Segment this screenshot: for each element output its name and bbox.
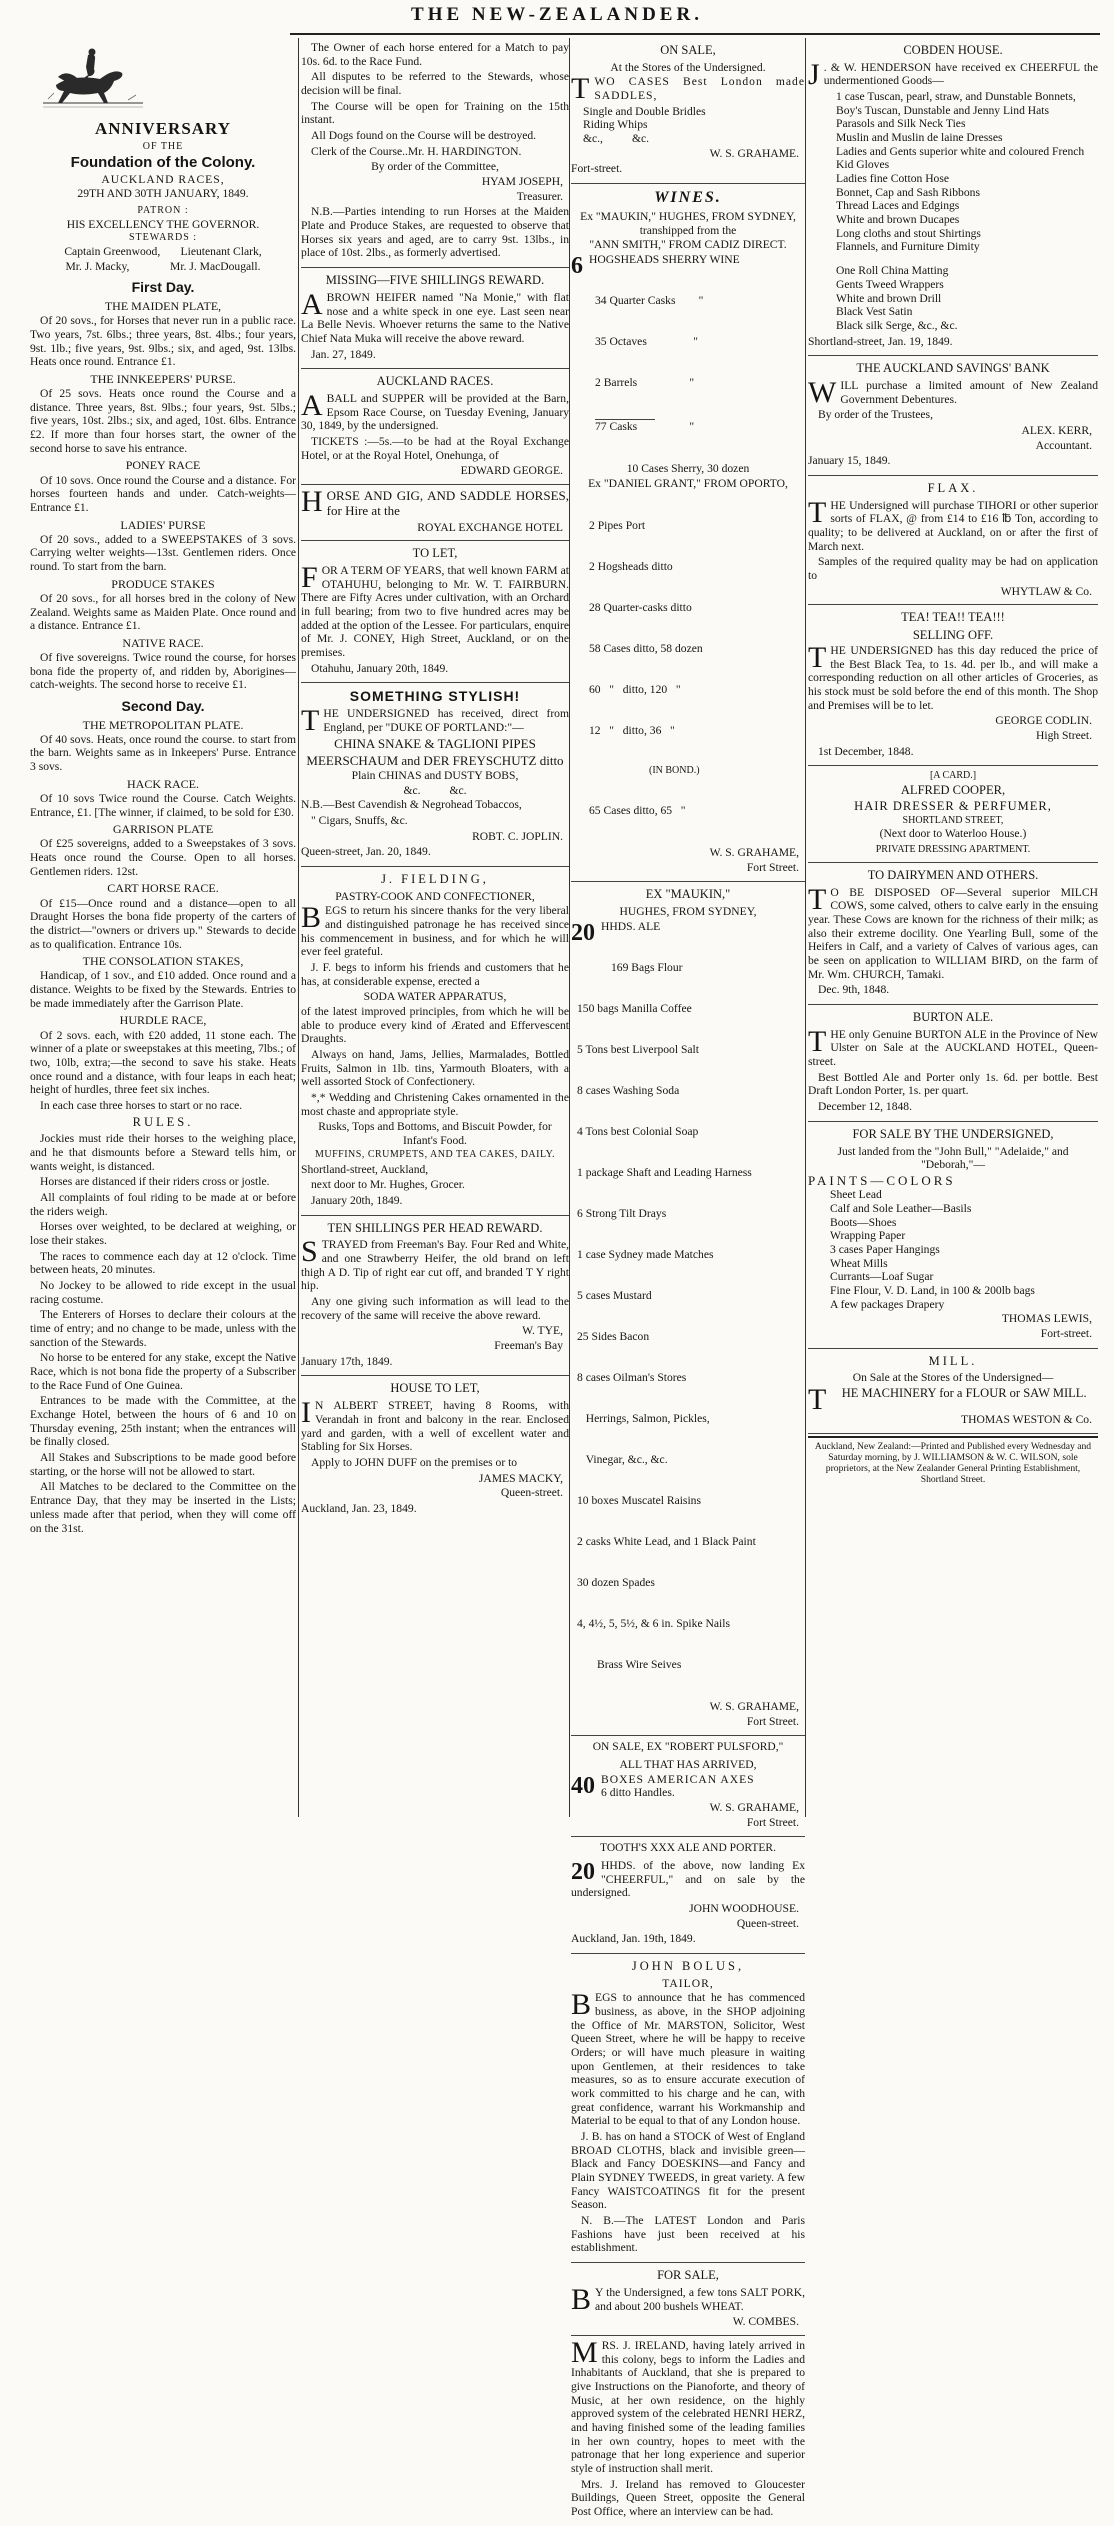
race-text: The Owner of each horse entered for a Match to pay 10s. 6d. to the Race Fund. — [301, 41, 569, 68]
column-1 — [30, 38, 296, 1821]
rule-item: The races to commence each day at 12 o'clock. Time between heats, 20 minutes. — [30, 1249, 296, 1277]
imprint — [808, 1436, 1098, 1490]
ad-subheading: At the Stores of the Undersigned. — [610, 60, 766, 74]
column-divider — [569, 38, 570, 1817]
race-text: Of five sovereigns. Twice round the course, for horses bona fide the property of, and ridden by, Aborigines—catch-weights. The second horse to receive £1. — [30, 651, 296, 692]
rule-item: Jockies must ride their horses to the weighing place, and he that dismounts before a Steward tells him, or wants weight, is distanced. — [30, 1132, 296, 1173]
rule-item: No horse to be entered for any stake, except the Native Race, which is not bona fide the property of a Subscriber to the Race Fund of One Guinea. — [30, 1351, 296, 1392]
ad-text: Best Bottled Ale and Porter only 1s. 6d. per bottle. Best Draft London Porter, 1s. per quart. — [808, 1070, 1098, 1098]
ad-subheading: Ex "MAUKIN," HUGHES, FROM SYDNEY, transhipped from the — [580, 210, 796, 237]
ad-heading: AUCKLAND RACES. — [376, 374, 494, 389]
race-text: All disputes to be referred to the Stewards, whose decision will be final. — [301, 70, 569, 98]
ad-item: MEERSCHAUM and DER FREYSCHUTZ ditto — [306, 752, 564, 768]
cobden-house-ad — [808, 38, 1098, 356]
ad-date: Otahuhu, January 20th, 1849. — [311, 661, 449, 675]
column-2 — [301, 38, 569, 1821]
race-title: THE MAIDEN PLATE, — [104, 299, 222, 313]
foundation-heading: Foundation of the Colony. — [70, 153, 256, 171]
column-divider — [805, 38, 806, 1817]
signature-address: Fort Street. — [746, 1714, 799, 1728]
rule-item: All Matches to be declared to the Committee on the Entrance Day, that they may be inserted in the Lists; unless made after that period, when they will come off on the 31st. — [30, 1480, 296, 1535]
ad-date: January 20th, 1849. — [311, 1193, 403, 1207]
stewards-label: STEWARDS : — [128, 232, 198, 244]
list-item: Ladies fine Cotton Hose — [836, 172, 950, 186]
ad-date: Auckland, Jan. 23, 1849. — [301, 1501, 417, 1515]
list-item: Black silk Serge, &c., &c. — [836, 318, 958, 332]
ad-text: WILL purchase a limited amount of New Zealand Government Debentures. — [808, 375, 1098, 409]
burton-ale-ad — [808, 1005, 1098, 1122]
list-item: 8 cases Oilman's Stores — [577, 1370, 687, 1384]
american-axes-ad — [571, 1736, 805, 1837]
list-item: Muslin and Muslin de laine Dresses — [836, 131, 1003, 145]
list-item: 2 Hogsheads ditto — [589, 559, 673, 573]
ad-heading: THE AUCKLAND SAVINGS' BANK — [856, 361, 1050, 376]
ad-item: Rusks, Tops and Bottoms, and Biscuit Powder, for Infant's Food. — [318, 1120, 552, 1148]
signature: HYAM JOSEPH, — [481, 175, 563, 189]
patron-name: HIS EXCELLENCY THE GOVERNOR. — [66, 217, 260, 231]
auckland-races-heading: AUCKLAND RACES, — [101, 172, 225, 186]
race-text: Of 10 sovs Twice round the Course. Catch Weights. Entrance, £1. [The winner, if claimed, to be sold for £30. — [30, 791, 296, 819]
list-item: 2 casks White Lead, and 1 Black Paint — [577, 1535, 756, 1549]
list-item: White and brown Drill — [836, 291, 942, 305]
saddles-ad — [571, 38, 805, 184]
list-item: Boots—Shoes — [830, 1215, 897, 1229]
ad-address: Shortland-street, Auckland, — [301, 1162, 429, 1176]
ad-date: Auckland, Jan. 19th, 1849. — [571, 1932, 696, 1946]
list-item: Fine Flour, V. D. Land, in 100 & 200lb bags — [830, 1283, 1035, 1297]
ad-date: Shortland-street, Jan. 19, 1849. — [808, 334, 953, 348]
ad-date: Dec. 9th, 1848. — [818, 983, 890, 997]
ad-heading: FOR SALE BY THE UNDERSIGNED, — [852, 1126, 1054, 1141]
list-item: 8 cases Washing Soda — [577, 1083, 680, 1097]
maukin-cargo-ad — [571, 882, 805, 1736]
ad-text: J. F. begs to inform his friends and customers that he has, at considerable expense, erected a — [301, 961, 569, 988]
list-item: (IN BOND.) — [649, 764, 700, 776]
list-item: Gents Tweed Wrappers — [836, 277, 944, 291]
tea-ad — [808, 605, 1098, 766]
first-day-heading: First Day. — [131, 279, 195, 296]
signature: EDWARD GEORGE. — [460, 464, 563, 478]
ad-heading: FOR SALE, — [657, 2268, 719, 2283]
flax-ad — [808, 476, 1098, 605]
race-text: Of 20 sovs., for all horses bred in the colony of New Zealand. Weights same as Maiden Plate. Once round and a distance. Entrance £1. — [30, 591, 296, 633]
ad-text: THE Undersigned will purchase TIHORI or other superior sorts of FLAX, @ from £14 to £16 ℔ Ton, according to quality; to be delivered at Auckland, on or after the first of March next. — [808, 495, 1098, 553]
signature-title: Treasurer. — [516, 189, 563, 203]
ad-text: THE only Genuine BURTON ALE in the Province of New Ulster on Sale at the AUCKLAND HOTEL, Queen-street. — [808, 1024, 1098, 1069]
ad-address: (Next door to Waterloo House.) — [879, 827, 1027, 841]
ad-subheading: On Sale at the Stores of the Undersigned— — [852, 1371, 1054, 1385]
ad-text: *,* Wedding and Christening Cakes ornamented in the most chaste and appropriate style. — [301, 1091, 569, 1118]
list-item: 1 case Sydney made Matches — [577, 1247, 714, 1261]
ad-heading: SOMETHING STYLISH! — [349, 688, 521, 705]
ad-date: Jan. 27, 1849. — [311, 347, 376, 361]
race-title: PONEY RACE — [125, 458, 201, 473]
signature: ROYAL EXCHANGE HOTEL — [417, 520, 563, 534]
list-item: 3 cases Paper Hangings — [830, 1242, 940, 1256]
list-item: A few packages Drapery — [830, 1297, 945, 1311]
ad-date: January 17th, 1849. — [301, 1354, 393, 1368]
ad-heading: ALFRED COOPER, — [900, 783, 1006, 798]
ad-date: Queen-street, Jan. 20, 1849. — [301, 845, 431, 859]
ad-heading: MILL. — [928, 1353, 978, 1368]
ad-heading: JOHN BOLUS, — [631, 1958, 745, 1973]
ad-text: STRAYED from Freeman's Bay. Four Red and White, and one Strawberry Heifer, the old brand on left thigh A D. Tip of right ear cut off, and branded T Y right hip. — [301, 1235, 569, 1293]
signature-title: Accountant. — [1035, 438, 1092, 452]
item-list — [571, 105, 805, 146]
ad-address: Fort-street. — [571, 162, 623, 176]
strayed-heifers-ad — [301, 1216, 569, 1377]
ad-date: December 12, 1848. — [818, 1100, 913, 1114]
list-item: Thread Laces and Edgings — [836, 199, 960, 213]
rule-item: Horses over weighted, to be declared at weighing, or lose their stakes. — [30, 1220, 296, 1248]
list-item: 28 Quarter-casks ditto — [589, 600, 692, 614]
signature-address: Freeman's Bay — [494, 1339, 563, 1353]
ad-heading: BURTON ALE. — [912, 1009, 994, 1024]
stewards-line: Mr. J. Macky, Mr. J. MacDougall. — [65, 259, 261, 273]
second-day-heading: Second Day. — [121, 698, 205, 715]
ad-subheading: SELLING OFF. — [912, 628, 994, 643]
item-list — [571, 491, 805, 845]
race-text: All Dogs found on the Course will be destroyed. — [311, 129, 537, 143]
races-continued — [301, 38, 569, 268]
ad-item: MUFFINS, CRUMPETS, AND TEA CAKES, DAILY. — [314, 1148, 556, 1160]
race-text: Of 10 sovs. Once round the Course and a distance. For horses fourteen hands and under. Catch-weights—Entrance £1. — [30, 473, 296, 514]
race-text: Of 40 sovs. Heats, once round the course. to start from the barn. Weights same as in Inkeepers' Purse. Entrance 3 sovs. — [30, 732, 296, 774]
list-item: Long cloths and stout Shirtings — [836, 226, 981, 240]
patron-label: PATRON : — [137, 204, 189, 216]
race-text: Of 20 sovs., for Horses that never run in a public race. Two years, 7st. 6lbs.; three years, 8st. 4lbs.; four years, 9st. 1lb.; five years, 9st. 9lbs.; six, and aged, 9st. 13lbs. Heats once round. Entrance £1. — [30, 314, 296, 369]
item-list — [571, 933, 805, 1699]
signature-address: Queen-street. — [736, 1916, 799, 1930]
ad-text: T O BE DISPOSED OF—Several superior MILCH COWS, some calved, others to calve early in the ensuing year. These Cows are known for the richness of their milk; as also their extreme docility. One Yearling Bull, some of the Heifers in Calf, and a variety of Calves of various ages, can be seen on application to WILLIAM BIRD, on the farm of Mr. Wm. CHURCH, Tamaki. — [808, 882, 1098, 981]
mill-ad — [808, 1349, 1098, 1434]
ad-text: BEGS to announce that he has commenced business, as above, in the SHOP adjoining the Office of Mr. MARSTON, Solicitor, West Queen Street, where he will be happy to receive Orders; or will have much pleasure in waiting upon Gentlemen, at their residences to take measures, so as to ensure accurate execution of work committed to his charge and he can, with great confidence, warrant his Workmanship and Material to be equal to that of any London house. — [571, 1988, 805, 2128]
list-item: Wrapping Paper — [830, 1229, 906, 1243]
ad-heading: FLAX. — [927, 480, 979, 495]
list-item: 2 Pipes Port — [589, 518, 646, 532]
of-the-label: OF THE — [142, 141, 184, 153]
ad-heading: MISSING—FIVE SHILLINGS REWARD. — [325, 273, 545, 288]
signature: ROBT. C. JOPLIN. — [472, 829, 563, 843]
ad-text: HORSE AND GIG, AND SADDLE HORSES, for Hire at the — [301, 484, 569, 519]
signature: W. COMBES. — [732, 2315, 799, 2329]
ad-text: By order of the Trustees, — [818, 408, 933, 422]
race-text: Of 20 sovs., added to a SWEEPSTAKES of 3 sovs. Carrying welter weights—13st. Gentlemen riders. Once round. To start from the barn. — [30, 532, 296, 574]
column-3 — [571, 38, 805, 2518]
something-stylish-ad — [301, 683, 569, 867]
race-title: HURDLE RACE, — [119, 1013, 207, 1028]
ad-text: FOR A TERM OF YEARS, that well known FARM at OTAHUHU, belonging to Mr. W. T. FAIRBURN. There are Fifty Acres under cultivation, with an Orchard in full bearing; from two to five hundred acres may be added at the option of the Lessee. For particulars, enquire of Mr. J. CONEY, High Street, Auckland, or on the premises. — [301, 561, 569, 660]
list-item: One Roll China Matting — [836, 264, 949, 278]
list-item: 4, 4½, 5, 5½, & 6 in. Spike Nails — [577, 1617, 730, 1631]
races-advertisement — [30, 38, 296, 1542]
ad-heading: ON SALE, EX "ROBERT PULSFORD," — [592, 1741, 784, 1754]
ad-heading: J. FIELDING, — [381, 871, 489, 886]
ad-subheading: PASTRY-COOK AND CONFECTIONER, — [335, 889, 535, 903]
ad-text: TWO CASES Best London made SADDLES, — [571, 72, 805, 106]
race-title: CART HORSE RACE. — [107, 881, 219, 896]
tooths-ale-ad — [571, 1837, 805, 1954]
dairymen-ad — [808, 863, 1098, 1005]
list-item: 35 Octaves " — [595, 335, 698, 349]
ad-address: next door to Mr. Hughes, Grocer. — [311, 1178, 465, 1192]
item-list — [808, 1188, 1098, 1311]
race-text: Of £15—Once round and a distance—open to all Draught Horses the bona fide property of the carters of the district—"owners or drivers up." Stewards to decide as to qualification. Entrance 10s. — [30, 896, 296, 951]
ad-date: January 15, 1849. — [808, 454, 891, 468]
list-item: 30 dozen Spades — [577, 1576, 655, 1590]
signature-address: High Street. — [1035, 728, 1092, 742]
signature: W. TYE, — [522, 1324, 563, 1338]
signature-address: Fort Street. — [746, 860, 799, 874]
ad-text: of the latest improved principles, from which he will be able to produce every kind of Ærated and Effervescent Draughts. — [301, 1005, 569, 1046]
ad-heading: TEN SHILLINGS PER HEAD REWARD. — [327, 1220, 543, 1235]
ad-subheading: Just landed from the "John Bull," "Adelaide," and "Deborah,"— — [837, 1144, 1069, 1172]
clerk-line: Clerk of the Course..Mr. H. HARDINGTON. — [311, 144, 522, 158]
race-text: Of £25 sovereigns, added to a Sweepstakes of 3 sovs. Heats once round the Course. Open to all horses. Gentlemen riders. 12st. — [30, 837, 296, 878]
race-text: Of 25 sovs. Heats once round the Course and a distance. Three years, 8st. 9lbs.; four years, 9st. 5lbs.; five years, 10st. 2lbs.; six, and aged, 10st. 6lbs. Entrance £2. If more than four horses start, the owner of the second horse to save his entrance. — [30, 387, 296, 455]
ad-text: T HE MACHINERY for a FLOUR or SAW MILL. — [808, 1383, 1087, 1416]
auckland-races-ball-ad — [301, 369, 569, 485]
list-item: 2 Barrels " — [595, 376, 695, 390]
list-item: Flannels, and Furniture Dimity — [836, 240, 980, 254]
column-divider — [298, 38, 299, 1817]
list-spacer — [836, 254, 1098, 264]
ad-item: 10 Cases Sherry, 30 dozen — [626, 462, 750, 476]
ad-subheading: Ex "DANIEL GRANT," FROM OPORTO, — [588, 476, 788, 490]
race-title: LADIES' PURSE — [120, 517, 206, 532]
ad-item: Plain CHINAS and DUSTY BOBS, — [351, 768, 519, 782]
ad-heading: TO LET, — [412, 546, 458, 561]
list-item: 169 Bags Flour — [611, 960, 683, 974]
ad-subheading: TAILOR, — [662, 1976, 714, 1990]
list-item: 12 " ditto, 36 " — [589, 723, 675, 737]
ad-text: 20 HHDS. of the above, now landing Ex "CHEERFUL," and on sale by the undersigned. — [571, 1858, 805, 1900]
list-item: Brass Wire Seives — [597, 1658, 682, 1672]
signature: W. S. GRAHAME, — [709, 1801, 799, 1815]
house-to-let-ad — [301, 1376, 569, 1522]
lewis-sale-ad — [808, 1122, 1098, 1349]
list-item: 77 Casks " — [595, 420, 695, 434]
ad-item: PAINTS—COLORS — [808, 1172, 956, 1188]
rule-item: No Jockey to be allowed to ride except in the usual racing costume. — [30, 1279, 296, 1306]
race-text: Handicap, of 1 sov., and £10 added. Once round and a distance. Weights to be fixed by the Stewards. Entries to be made immediately after the Garrison Plate. — [30, 969, 296, 1010]
ad-heading: WINES. — [654, 189, 722, 207]
cooper-hairdresser-ad — [808, 766, 1098, 863]
ad-item: 6 HOGSHEADS SHERRY WINE — [571, 253, 740, 280]
race-text: Of 2 sovs. each, with £20 added, 11 stone each. The winner of a plate or sweepstakes at this meeting, 7lbs.; of two, 10lb, extra;—the second to save his stake. Heats once round and a distance, with four leaps in each heat; height of hurdles, three feet six inches. — [30, 1028, 296, 1097]
race-title: THE CONSOLATION STAKES, — [82, 954, 244, 969]
list-item: Ladies and Gents superior white and coloured French Kid Gloves — [836, 144, 1085, 172]
list-item: Wheat Mills — [830, 1256, 888, 1270]
rule-item: All complaints of foul riding to be made at or before the riders weigh. — [30, 1191, 296, 1218]
order-line: By order of the Committee, — [371, 160, 499, 174]
signature: ALEX. KERR, — [1021, 423, 1092, 437]
ad-text: TICKETS :—5s.—to be had at the Royal Exchange Hotel, or at the Royal Hotel, Onehunga, of — [301, 434, 569, 462]
ad-heading: TEA! TEA!! TEA!!! — [901, 610, 1005, 625]
list-item: 60 " ditto, 120 " — [589, 682, 681, 696]
farm-to-let-ad — [301, 541, 569, 683]
ad-text: MRS. J. IRELAND, having lately arrived in this colony, begs to inform the Ladies and Inhabitants of Auckland, that she is prepared to give Instructions on the Pianoforte, and theory of Music, at her own residence, on the highly approved system of the celebrated HENRI HERZ, and having finished some of the leading families in her own country, hopes to meet with the patronage that her long experience and superior style of instruction shall merit. — [571, 2335, 805, 2475]
list-item: Single and Double Bridles — [583, 104, 706, 118]
list-item: Bonnet, Cap and Sash Ribbons — [836, 185, 980, 199]
list-item: Black Vest Satin — [836, 305, 913, 319]
race-title: PRODUCE STAKES — [111, 576, 215, 591]
horse-gig-ad — [301, 485, 569, 541]
race-title: NATIVE RACE. — [122, 635, 204, 650]
signature-address: Queen-street. — [500, 1486, 563, 1500]
ad-subheading: HAIR DRESSER & PERFUMER, — [854, 798, 1052, 813]
ad-item: 20 HHDS. ALE — [571, 919, 661, 946]
ad-text: BEGS to return his sincere thanks for the very liberal and distinguished patronage he has received since his commencement in business, and for which he will ever feel grateful. — [301, 901, 569, 959]
ad-text: J . & W. HENDERSON have received ex CHEERFUL the undermentioned Goods— — [808, 57, 1098, 91]
rule-item: All Stakes and Subscriptions to be made good before starting, or the horse will not be allowed to start. — [30, 1451, 296, 1478]
list-item: 25 Sides Bacon — [577, 1329, 650, 1343]
list-item: Calf and Sole Leather—Basils — [830, 1201, 972, 1215]
ad-text: ABALL and SUPPER will be provided at the Barn, Epsom Race Course, on Tuesday Evening, January 30, 1849, by the undersigned. — [301, 388, 569, 433]
masthead: THE NEW-ZEALANDER. — [411, 4, 703, 25]
ad-text: B Y the Undersigned, a few tons SALT PORK, and about 200 bushels WHEAT. — [571, 2282, 805, 2316]
ad-item: PRIVATE DRESSING APARTMENT. — [875, 844, 1031, 856]
rules-heading: RULES. — [132, 1114, 194, 1129]
ad-date: 1st December, 1848. — [818, 744, 914, 758]
rule-item: Horses are distanced if their riders cross or jostle. — [40, 1175, 270, 1189]
ad-text: Apply to JOHN DUFF on the premises or to — [311, 1455, 518, 1469]
rule-item: The Enterers of Horses to declare their colours at the time of entry; and no change to be made, unless with the sanction of the Stewards. — [30, 1308, 296, 1349]
missing-heifer-ad — [301, 268, 569, 369]
list-item: White and brown Ducapes — [836, 213, 960, 227]
signature: JAMES MACKY, — [478, 1471, 563, 1485]
list-item: Sheet Lead — [830, 1188, 882, 1202]
ad-text: N.B.—Best Cavendish & Negrohead Tobaccos, — [301, 798, 522, 812]
rule-item: Entrances to be made with the Committee, at the Exchange Hotel, between the hours of 6 and 10 on Thursday evening, 25th instant; when the entrances will be finally closed. — [30, 1394, 296, 1449]
ad-text: THE UNDERSIGNED has received, direct from England, per "DUKE OF PORTLAND:"— — [301, 703, 569, 737]
ad-heading: TO DAIRYMEN AND OTHERS. — [867, 867, 1039, 882]
ad-text: ABROWN HEIFER named "Na Monie," with flat nose and a white speck in one eye. Last seen near La Belle Nevis. Whoever returns the same to the Native Chief Nata Muka will receive the above reward. — [301, 287, 569, 345]
signature-address: Fort Street. — [746, 1815, 799, 1829]
race-dates: 29TH AND 30TH JANUARY, 1849. — [77, 187, 249, 201]
list-item: &c., &c. — [583, 132, 650, 146]
ad-text: " Cigars, Snuffs, &c. — [311, 813, 408, 827]
list-item: 5 cases Mustard — [577, 1288, 652, 1302]
list-item: 58 Cases ditto, 58 dozen — [589, 641, 703, 655]
ad-heading: COBDEN HOUSE. — [903, 43, 1003, 57]
list-item: 1 package Shaft and Leading Harness — [577, 1165, 752, 1179]
signature-address: Fort-street. — [1040, 1326, 1092, 1340]
ad-item: &c. &c. — [403, 783, 467, 797]
race-title: THE INNKEEPERS' PURSE. — [90, 371, 236, 386]
ad-heading: ON SALE, — [660, 43, 716, 57]
ad-heading: EX "MAUKIN," — [645, 887, 731, 902]
ad-text: J. B. has on hand a STOCK of West of England BROAD CLOTHS, black and invisible green—Black and Fancy DOESKINS—and Fancy and Plain SYDNEY TWEEDS, in great variety. A few Fancy WAISTCOATINGS fit for the present Season. — [571, 2130, 805, 2212]
list-item: Riding Whips — [583, 118, 648, 132]
masthead-rule — [290, 33, 1100, 35]
imprint-text: Auckland, New Zealand:—Printed and Published every Wednesday and Saturday morning, by J. WILLIAMSON & W. C. WILSON, sole proprietors, at the New Zealander General Printing Establishment, Shortland Street. — [814, 1440, 1092, 1485]
list-item: 150 bags Manilla Coffee — [577, 1001, 692, 1015]
ireland-music-ad — [571, 2336, 805, 2526]
savings-bank-ad — [808, 356, 1098, 476]
signature: THOMAS WESTON & Co. — [961, 1413, 1092, 1426]
list-item: 65 Cases ditto, 65 " — [589, 804, 686, 818]
ad-text: Any one giving such information as will lead to the recovery of the same will receive the above reward. — [301, 1295, 569, 1322]
ad-subheading: "ANN SMITH," FROM CADIZ DIRECT. — [589, 238, 787, 252]
race-text: The Course will be open for Training on the 15th instant. — [301, 99, 569, 127]
salt-pork-ad — [571, 2263, 805, 2336]
column-4 — [808, 38, 1098, 1821]
ad-text: Samples of the required quality may be had on application to — [808, 555, 1098, 583]
list-item: 34 Quarter Casks " — [595, 294, 704, 308]
ad-address: SHORTLAND STREET, — [902, 814, 1004, 826]
ad-text: THE UNDERSIGNED has this day reduced the price of the Best Black Tea, to 1s. 4d. per lb., and will make a corresponding reduction on all other articles of Groceries, as his stock must be sold before the end of this month. The Shop and Premises will be to let. — [808, 640, 1098, 712]
ad-text: Mrs. J. Ireland has removed to Gloucester Buildings, Queen Street, opposite the General Post Office, where an interview can be had. — [571, 2477, 805, 2518]
ad-subheading: ALL THAT HAS ARRIVED, — [619, 1758, 757, 1771]
signature: W. S. GRAHAME. — [709, 146, 799, 160]
bolus-tailor-ad — [571, 1954, 805, 2263]
note-text: N.B.—Parties intending to run Horses at the Maiden Plate and Produce Stakes, are requested to observe that Horses six years and aged, are to carry 9st. 13lbs., in place of 10st. 2lbs., as formerly advertised. — [301, 205, 569, 260]
wines-ad — [571, 184, 805, 882]
item-list — [571, 267, 805, 461]
race-title: GARRISON PLATE — [112, 822, 214, 837]
signature: JOHN WOODHOUSE. — [689, 1901, 799, 1915]
ad-text: I N ALBERT STREET, having 8 Rooms, with Verandah in front and balcony in the rear. Enclosed yard and garden, with a well of excellent water and Stabling for Six Horses. — [301, 1396, 569, 1454]
race-text: In each case three horses to start or no race. — [40, 1098, 243, 1112]
stewards-line: Captain Greenwood, Lieutenant Clark, — [64, 245, 262, 259]
fielding-confectioner-ad — [301, 867, 569, 1216]
race-title: HACK RACE. — [126, 776, 199, 791]
ad-heading: HOUSE TO LET, — [390, 1381, 480, 1396]
signature: GEORGE CODLIN. — [995, 714, 1092, 728]
ad-item: CHINA SNAKE & TAGLIONI PIPES — [334, 736, 536, 752]
list-item: Parasols and Silk Neck Ties — [836, 117, 966, 131]
list-item: 4 Tons best Colonial Soap — [577, 1124, 699, 1138]
list-item: 6 Strong Tilt Drays — [577, 1206, 667, 1220]
list-item: 1 case Tuscan, pearl, straw, and Dunstable Bonnets, Boy's Tuscan, Dunstable and Jenny Lind Hats — [836, 90, 1076, 117]
list-item: Herrings, Salmon, Pickles, — [577, 1411, 710, 1425]
list-item: Currants—Loaf Sugar — [830, 1270, 934, 1284]
signature: WHYTLAW & Co. — [1000, 584, 1092, 598]
ad-item: 40 BOXES AMERICAN AXES 6 ditto Handles. — [571, 1772, 755, 1800]
racehorse-engraving-icon — [38, 43, 148, 115]
ad-heading: TOOTH'S XXX ALE AND PORTER. — [600, 1842, 776, 1855]
list-item: 10 boxes Muscatel Raisins — [577, 1494, 701, 1508]
item-list — [808, 90, 1098, 332]
signature: W. S. GRAHAME, — [709, 846, 799, 860]
anniversary-heading: ANNIVERSARY — [94, 119, 232, 138]
ad-text: Always on hand, Jams, Jellies, Marmalades, Bottled Fruits, Salmon in 1lb. tins, Yarmouth Bloaters, with a well assorted Stock of Confectionery. — [301, 1048, 569, 1089]
ad-subheading: HUGHES, FROM SYDNEY, — [619, 905, 757, 919]
ad-label: [A CARD.] — [929, 770, 977, 782]
list-item: 5 Tons best Liverpool Salt — [577, 1042, 699, 1056]
signature: THOMAS LEWIS, — [1001, 1312, 1092, 1326]
race-title: THE METROPOLITAN PLATE. — [82, 717, 244, 732]
signature: W. S. GRAHAME, — [709, 1700, 799, 1714]
ad-item: SODA WATER APPARATUS, — [363, 990, 507, 1004]
list-item: Vinegar, &c., &c. — [577, 1453, 668, 1466]
ad-text: N. B.—The LATEST London and Paris Fashions have just been received at his establishment. — [571, 2214, 805, 2255]
